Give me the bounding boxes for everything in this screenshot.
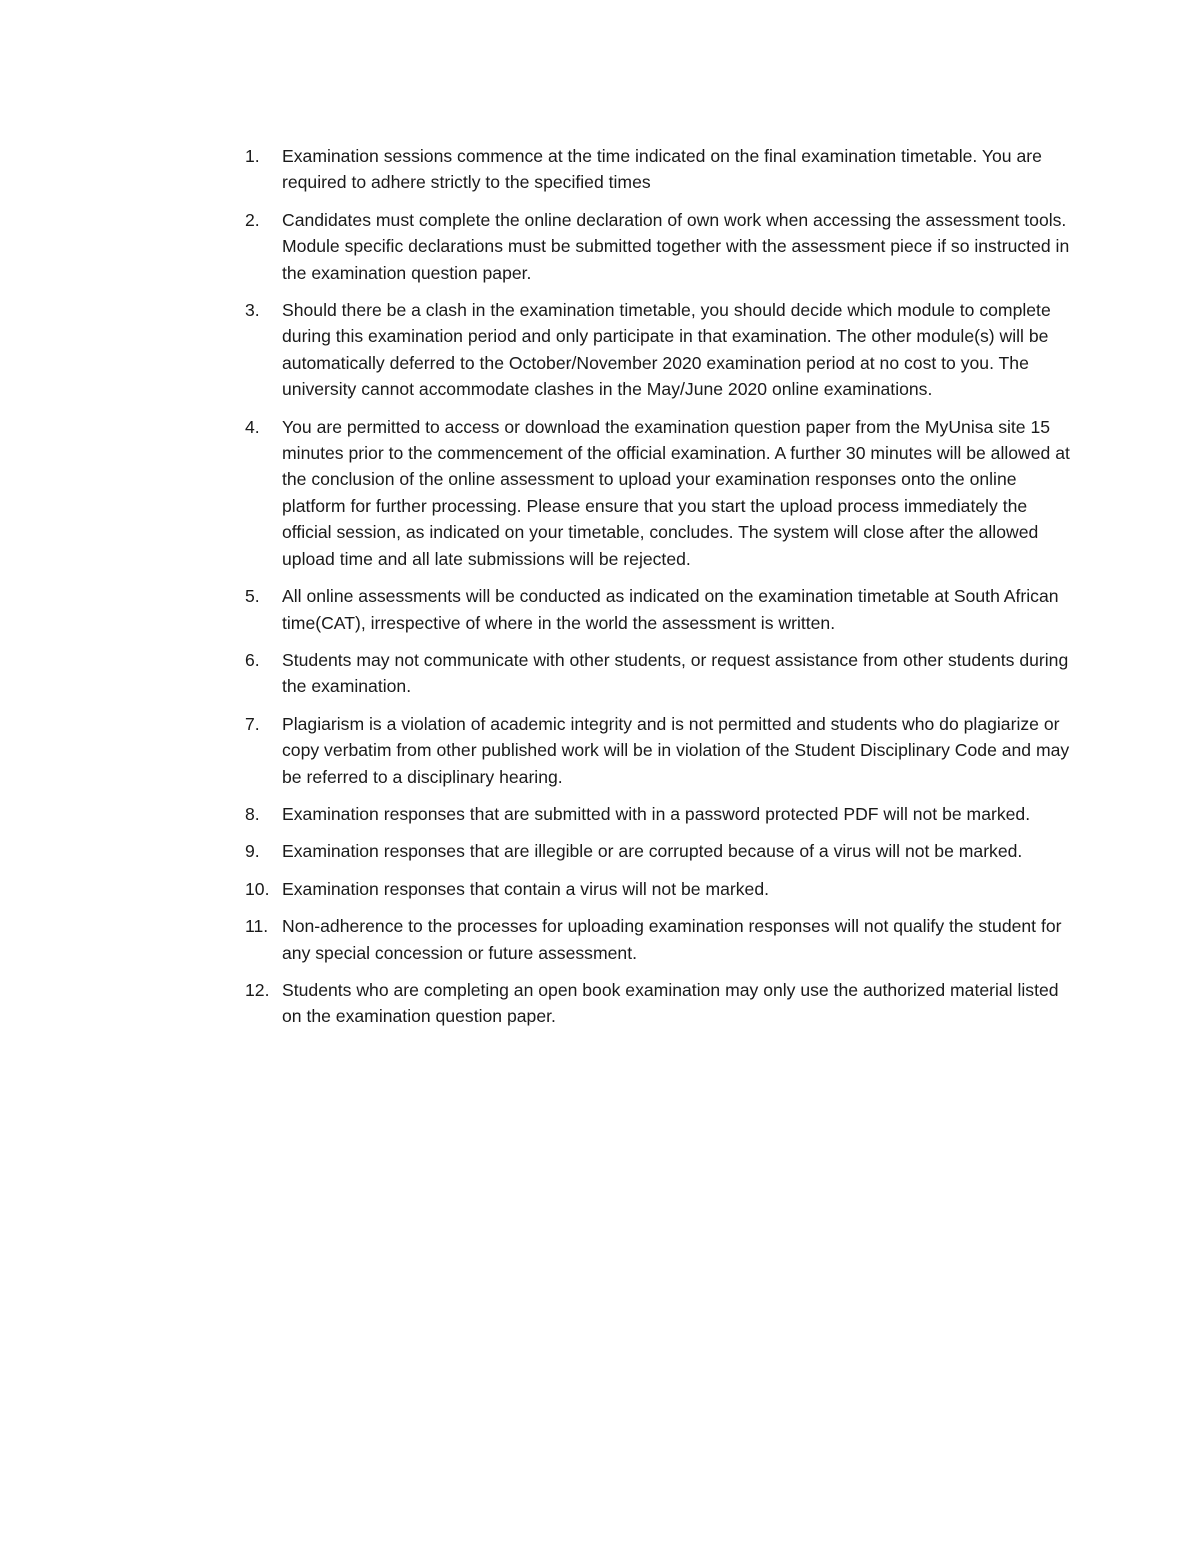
list-item-number: 1. — [245, 146, 260, 166]
list-item-text: Plagiarism is a violation of academic integrity and is not permitted and students who do plagiarize or copy verbatim from other published work will be in violation of the Student Disciplinary Code and may be referred to a disciplinary hearing. — [282, 713, 1070, 787]
list-item — [245, 647, 1075, 700]
list-item-text: Should there be a clash in the examination timetable, you should decide which module to complete during this examination period and only participate in that examination. The other module(s) will be automatically deferred to the October/November 2020 examination period at no cost to you. The university cannot accommodate clashes in the May/June 2020 online examinations. — [282, 300, 1051, 400]
list-item-number: 4. — [245, 416, 260, 437]
list-item — [245, 143, 1075, 196]
list-item-number: 5. — [245, 586, 260, 607]
examination-rules-list — [245, 143, 1075, 1041]
list-item — [245, 414, 1075, 572]
list-item — [245, 913, 1075, 966]
list-item-text: Examination responses that contain a virus will not be marked. — [282, 878, 770, 899]
list-item-text: Non-adherence to the processes for uploading examination responses will not qualify the student for any special concession or future assessment. — [282, 916, 1062, 963]
list-item-number: 10. — [245, 878, 270, 899]
list-item-number: 12. — [245, 979, 270, 1000]
list-item — [245, 977, 1075, 1030]
list-item-text: Examination responses that are submitted with in a password protected PDF will not be marked. — [282, 803, 1031, 824]
list-item-text: Students may not communicate with other students, or request assistance from other students during the examination. — [282, 649, 1069, 697]
list-item-text: Examination responses that are illegible or are corrupted because of a virus will not be marked. — [282, 841, 1023, 862]
list-item — [245, 711, 1075, 790]
list-item-number: 6. — [245, 649, 260, 670]
list-item-number: 3. — [245, 300, 260, 321]
list-item-text: You are permitted to access or download the examination question paper from the MyUnisa site 15 minutes prior to the commencement of the official examination. A further 30 minutes will be allowed at the conclusion of the online assessment to upload your examination responses onto the online platform for further processing. Please ensure that you start the upload process immediately the official session, as indicated on your timetable, concludes. The system will close after the allowed upload time and all late submissions will be rejected. — [282, 416, 1070, 569]
list-item — [245, 583, 1075, 636]
list-item-number: 11. — [245, 916, 269, 937]
list-item — [245, 838, 1075, 864]
list-item — [245, 876, 1075, 902]
list-item-text: Candidates must complete the online declaration of own work when accessing the assessment tools. Module specific declarations must be submitted together with the assessment piece if so instructed in the examination question paper. — [282, 209, 1070, 283]
list-item-number: 8. — [245, 803, 260, 824]
list-item — [245, 207, 1075, 286]
list-item-number: 9. — [245, 841, 260, 862]
list-item-number: 2. — [245, 209, 260, 230]
list-item — [245, 297, 1075, 403]
list-item-text: Students who are completing an open book examination may only use the authorized material listed on the examination question paper. — [282, 979, 1059, 1027]
list-item-text: All online assessments will be conducted as indicated on the examination timetable at South African time(CAT), irrespective of where in the world the assessment is written. — [282, 586, 1059, 633]
list-item-text: Examination sessions commence at the time indicated on the final examination timetable. You are required to adhere strictly to the specified times — [282, 146, 1042, 193]
list-item — [245, 801, 1075, 827]
list-item-number: 7. — [245, 713, 260, 734]
